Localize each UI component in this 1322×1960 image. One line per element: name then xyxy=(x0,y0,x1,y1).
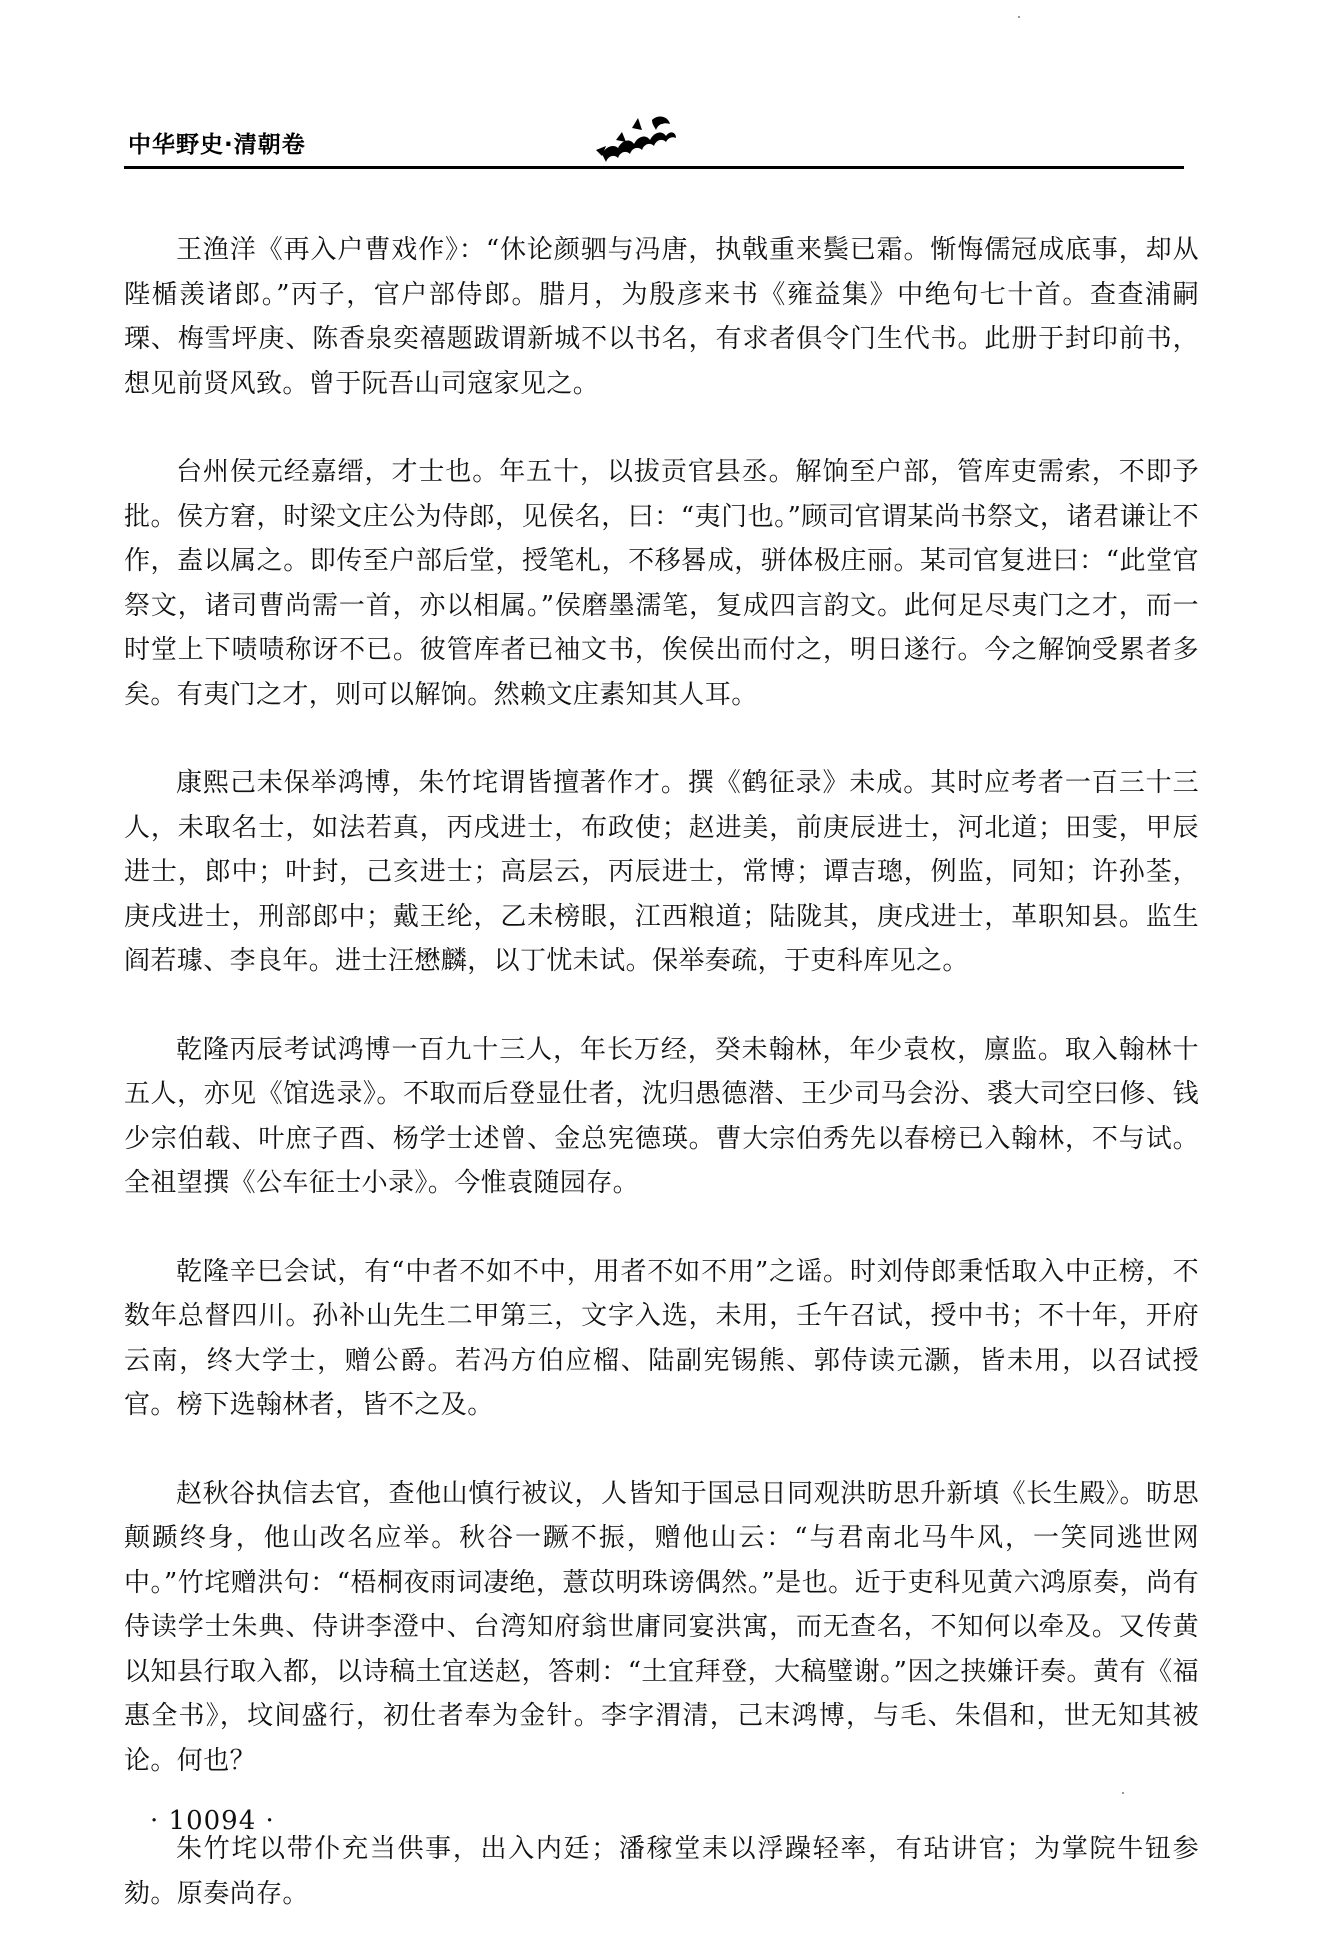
book-title: 中华野史·清朝卷 xyxy=(128,132,306,158)
paragraph: 康熙己未保举鸿博，朱竹垞谓皆擅著作才。撰《鹤征录》未成。其时应考者一百三十三人，未取名士，如法若真，丙戌进士，布政使；赵进美，前庚辰进士，河北道；田雯，甲辰进士，郎中；叶封，己亥进士；高层云，丙辰进士，常博；谭吉璁，例监，同知；许孙荃，庚戌进士，刑部郎中；戴王纶，乙未榜眼，江西粮道；陆陇其，庚戌进士，革职知县。监生阎若璩、李良年。进士汪懋麟，以丁忧未试。保举奏疏，于吏科库见之。 xyxy=(124,768,1199,976)
paragraph: 台州侯元经嘉缙，才士也。年五十，以拔贡官县丞。解饷至户部，管库吏需索，不即予批。侯方窘，时梁文庄公为侍郎，见侯名，曰：“夷门也。”顾司官谓某尚书祭文，诸君谦让不作，盍以属之。即传至户部后堂，授笔札，不移晷成，骈体极庄丽。某司官复进曰：“此堂官祭文，诸司曹尚需一首，亦以相属。”侯磨墨濡笔，复成四言韵文。此何足尽夷门之才，而一时堂上下啧啧称讶不已。彼管库者已袖文书，俟侯出而付之，明日遂行。今之解饷受累者多矣。有夷门之才，则可以解饷。然赖文庄素知其人耳。 xyxy=(124,457,1199,710)
paragraph: 朱竹垞以带仆充当供事，出入内廷；潘稼堂耒以浮躁轻率，有玷讲官；为掌院牛钮参劾。原奏尚存。 xyxy=(124,1834,1199,1909)
main-text xyxy=(124,228,1199,1960)
paragraph: 乾隆辛巳会试，有“中者不如不中，用者不如不用”之谣。时刘侍郎秉恬取入中正榜，不数年总督四川。孙补山先生二甲第三，文字入选，未用，壬午召试，授中书；不十年，开府云南，终大学士，赠公爵。若冯方伯应榴、陆副宪锡熊、郭侍读元灏，皆未用，以召试授官。榜下选翰林者，皆不之及。 xyxy=(124,1256,1199,1420)
running-header xyxy=(124,110,1184,170)
paragraph: 王渔洋《再入户曹戏作》：“休论颜驷与冯唐，执戟重来鬓已霜。惭悔儒冠成底事，却从陛楯羡诸郎。”丙子，官户部侍郎。腊月，为殷彦来书《雍益集》中绝句七十首。查查浦嗣瑮、梅雪坪庚、陈香泉奕禧题跋谓新城不以书名，有求者俱令门生代书。此册于封印前书，想见前贤风致。曾于阮吾山司寇家见之。 xyxy=(124,235,1199,399)
header-rule xyxy=(124,166,1184,169)
paragraph: 乾隆丙辰考试鸿博一百九十三人，年长万经，癸未翰林，年少袁枚，廪监。取入翰林十五人，亦见《馆选录》。不取而后登显仕者，沈归愚德潜、王少司马会汾、裘大司空曰修、钱少宗伯载、叶庶子酉、杨学士述曾、金总宪德瑛。曹大宗伯秀先以春榜已入翰林，不与试。全祖望撰《公车征士小录》。今惟袁随园存。 xyxy=(124,1034,1199,1198)
dragon-icon xyxy=(592,110,680,166)
scan-speck xyxy=(1122,1792,1124,1794)
paragraph: 赵秋谷执信去官，查他山慎行被议，人皆知于国忌日同观洪昉思升新填《长生殿》。昉思颠踬终身，他山改名应举。秋谷一蹶不振，赠他山云：“与君南北马牛风，一笑同逃世网中。”竹垞赠洪句：“梧桐夜雨词凄绝，薏苡明珠谤偶然。”是也。近于吏科见黄六鸿原奏，尚有侍读学士朱典、侍讲李澄中、台湾知府翁世庸同宴洪寓，而无查名，不知何以牵及。又传黄以知县行取入都，以诗稿土宜送赵，答刺：“土宜拜登，大稿璧谢。”因之挟嫌讦奏。黄有《福惠全书》，坟间盛行，初仕者奉为金针。李字渭清，己末鸿博，与毛、朱倡和，世无知其被论。何也？ xyxy=(124,1478,1199,1776)
scan-speck xyxy=(1018,16,1020,18)
page-number: · 10094 · xyxy=(150,1806,275,1836)
